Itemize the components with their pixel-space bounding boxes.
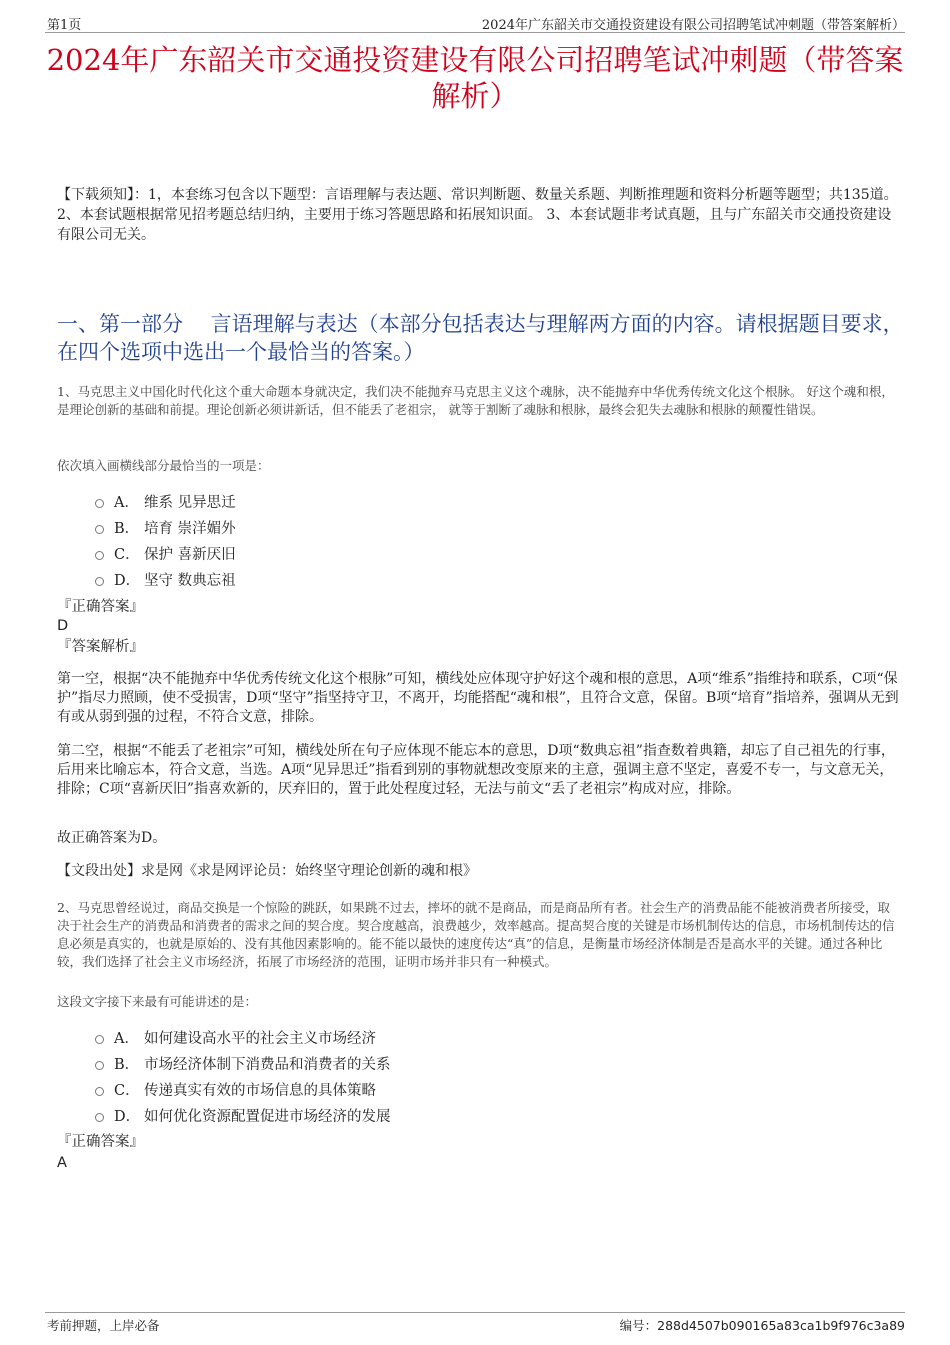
document-title: 2024年广东韶关市交通投资建设有限公司招聘笔试冲刺题（带答案解析） xyxy=(46,43,904,113)
page-footer xyxy=(45,1312,905,1333)
q2-option-c[interactable]: C． 传递真实有效的市场信息的具体策略 xyxy=(95,1076,391,1102)
header-doc-title: 2024年广东韶关市交通投资建设有限公司招聘笔试冲刺题（带答案解析） xyxy=(481,18,905,33)
q2-option-d[interactable]: D． 如何优化资源配置促进市场经济的发展 xyxy=(95,1102,391,1128)
radio-icon[interactable] xyxy=(95,1087,104,1096)
q2-options xyxy=(95,1024,391,1128)
download-notice: 【下载须知】：1，本套练习包含以下题型：言语理解与表达题、常识判断题、数量关系题、判断推理题和资料分析题等题型；共135道。 2、本套试题根据常见招考题总结归纳，主要用于练习答题思路和拓展知识面。 3、本套试题非考试真题，且与广东韶关市交通投资建设有限公司无关。 xyxy=(57,187,898,243)
q1-option-d[interactable]: D． 坚守 数典忘祖 xyxy=(95,566,236,592)
q1-analysis-2: 第二空，根据“不能丢了老祖宗”可知，横线处所在句子应体现不能忘本的意思，D项“数典忘祖”指查数着典籍，却忘了自己祖先的行事，后用来比喻忘本，符合文意，当选。A项“见异思迁”指看到别的事物就想改变原来的主意，强调主意不坚定，喜爱不专一，与文意无关，排除；C项“喜新厌旧”指喜欢新的，厌弃旧的，置于此处程度过轻，无法与前文“丢了老祖宗”构成对应，排除。 xyxy=(57,743,895,797)
radio-icon[interactable] xyxy=(95,499,104,508)
q2-answer-label: 『正确答案』 xyxy=(57,1134,144,1150)
q1-answer: D xyxy=(57,618,69,634)
footer-doc-id: 编号：288d4507b090165a83ca1b9f976c3a89 xyxy=(619,1318,905,1333)
section-title: 一、第一部分 言语理解与表达（本部分包括表达与理解两方面的内容。请根据题目要求，在四个选项中选出一个最恰当的答案。） xyxy=(57,312,904,364)
page-header xyxy=(45,10,905,33)
q1-option-a[interactable]: A． 维系 见异思迁 xyxy=(95,488,236,514)
radio-icon[interactable] xyxy=(95,1061,104,1070)
page-number: 第1页 xyxy=(47,18,82,33)
q2-stem: 2、马克思曾经说过，商品交换是一个惊险的跳跃，如果跳不过去，摔坏的就不是商品，而是商品所有者。社会生产的消费品能不能被消费者所接受，取决于社会生产的消费品和消费者的需求之间的契合度。契合度越高，浪费越少，效率越高。提高契合度的关键是市场机制传达的信息，市场机制传达的信息必须是真实的，也就是原始的、没有其他因素影响的。能不能以最快的速度传达“真”的信息，是衡量市场经济体制是否是高水平的关键。通过各种比较，我们选择了社会主义市场经济，拓展了市场经济的范围，证明市场并非只有一种模式。 xyxy=(57,900,895,969)
radio-icon[interactable] xyxy=(95,1113,104,1122)
q2-option-b[interactable]: B． 市场经济体制下消费品和消费者的关系 xyxy=(95,1050,391,1076)
q2-answer: A xyxy=(57,1155,67,1171)
q2-prompt: 这段文字接下来最有可能讲述的是： xyxy=(57,994,258,1009)
radio-icon[interactable] xyxy=(95,1035,104,1044)
q1-answer-label: 『正确答案』 xyxy=(57,599,144,615)
q1-prompt: 依次填入画横线部分最恰当的一项是： xyxy=(57,458,270,473)
q1-options xyxy=(95,488,236,592)
q1-stem: 1、马克思主义中国化时代化这个重大命题本身就决定，我们决不能抛弃马克思主义这个魂脉，决不能抛弃中华优秀传统文化这个根脉。 好这个魂和根，是理论创新的基础和前提。理论创新必须讲新话，但不能丢了老祖宗， 就等于割断了魂脉和根脉，最终会犯失去魂脉和根脉的颠覆性错误。 xyxy=(57,384,894,417)
footer-slogan: 考前押题，上岸必备 xyxy=(47,1318,160,1333)
q1-option-b[interactable]: B． 培育 崇洋媚外 xyxy=(95,514,236,540)
q1-conclusion: 故正确答案为D。 xyxy=(57,830,167,846)
radio-icon[interactable] xyxy=(95,577,104,586)
q2-option-a[interactable]: A． 如何建设高水平的社会主义市场经济 xyxy=(95,1024,391,1050)
q1-analysis-1: 第一空，根据“决不能抛弃中华优秀传统文化这个根脉”可知，横线处应体现守护好这个魂和根的意思，A项“维系”指维持和联系，C项“保护”指尽力照顾，使不受损害，D项“坚守”指坚持守卫，不离开，均能搭配“魂和根”，且符合文意，保留。B项“培育”指培养，强调从无到有或从弱到强的过程，不符合文意，排除。 xyxy=(57,671,899,725)
q1-option-c[interactable]: C． 保护 喜新厌旧 xyxy=(95,540,236,566)
q1-source: 【文段出处】求是网《求是网评论员：始终坚守理论创新的魂和根》 xyxy=(57,863,477,879)
radio-icon[interactable] xyxy=(95,525,104,534)
q1-analysis-label: 『答案解析』 xyxy=(57,639,144,655)
radio-icon[interactable] xyxy=(95,551,104,560)
